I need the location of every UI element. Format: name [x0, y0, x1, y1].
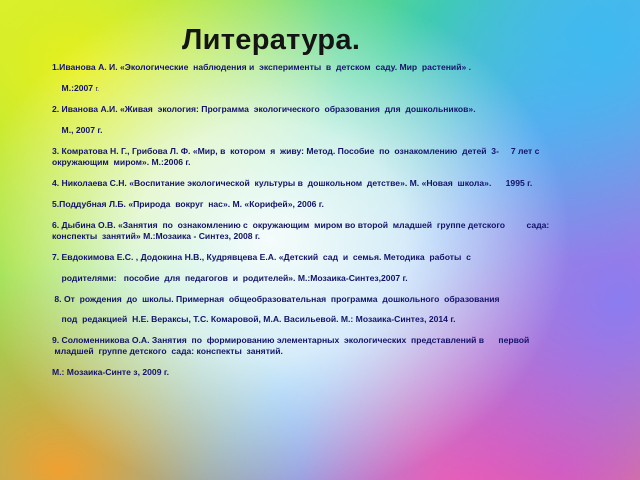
reference-5-line-1: 5.Поддубная Л.Б. «Природа вокруг нас». М. «Корифей», 2006 г.: [52, 199, 324, 209]
reference-1-year: М.:2007: [52, 83, 96, 93]
reference-8-line-1: 8. От рождения до школы. Примерная общеобразовательная программа дошкольного образования: [52, 294, 500, 304]
reference-6-line-2: конспекты занятий» М.:Мозаика - Синтез, 2008 г.: [52, 231, 261, 241]
reference-1-year-suffix: г.: [95, 86, 100, 93]
reference-9-line-1: 9. Соломенникова О.А. Занятия по формированию элементарных экологических представлений в первой: [52, 335, 530, 345]
reference-7-line-1: 7. Евдокимова Е.С. , Додокина Н.В., Кудрявцева Е.А. «Детский сад и семья. Методика работы с: [52, 252, 471, 262]
reference-1-line-1: 1.Иванова А. И. «Экологические наблюдения и эксперименты в детском саду. Мир растений» .: [52, 62, 472, 72]
reference-9-line-3: М.: Мозаика-Синте з, 2009 г.: [52, 367, 169, 377]
reference-3-line-2: окружающим миром». М.:2006 г.: [52, 157, 191, 167]
reference-9-line-2: младшей группе детского сада: конспекты занятий.: [52, 346, 283, 356]
slide-title: Литература.: [182, 24, 361, 56]
reference-8-line-2: под редакцией Н.Е. Вераксы, Т.С. Комаровой, М.А. Васильевой. М.: Мозаика-Синтез, 2014 г.: [52, 314, 456, 324]
reference-2-line-2: М., 2007 г.: [52, 125, 103, 135]
reference-3-line-1: 3. Комратова Н. Г., Грибова Л. Ф. «Мир, в котором я живу: Метод. Пособие по ознакомлению детей 3- 7 лет с: [52, 146, 540, 156]
reference-6-line-1: 6. Дыбина О.В. «Занятия по ознакомлению с окружающим миром во второй младшей группе детского сада:: [52, 220, 550, 230]
reference-4-line-1: 4. Николаева С.Н. «Воспитание экологической культуры в дошкольном детстве». М. «Новая школа». 1995 г.: [52, 178, 533, 188]
reference-7-line-2: родителями: пособие для педагогов и родителей». М.:Мозаика-Синтез,2007 г.: [52, 273, 408, 283]
reference-2-line-1: 2. Иванова А.И. «Живая экология: Программа экологического образования для дошкольников».: [52, 104, 476, 114]
reference-1-line-2: [52, 83, 99, 95]
